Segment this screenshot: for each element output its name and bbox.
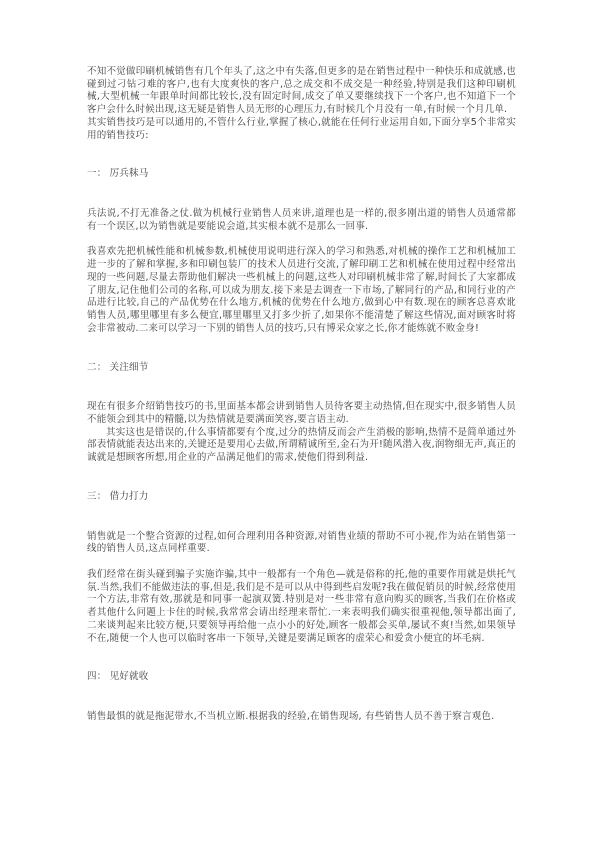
section-3-paragraph-2: 我们经常在街头碰到骗子实施诈骗,其中一般都有一个角色—就是俗称的托,他的重要作用就是烘托气氛.当然,我们不能做违法的事,但是,我们是不是可以从中得到些启发呢?我在做促销员的时候,经常使用一个方法,非常有效,那就是和同事一起演双簧.特别是对一些非常有意向购买的顾客,当我们在价格或者其他什么问题上卡住的时候,我常常会请出经理来帮忙.一来表明我们确实很重视他,领导都出面了,二来谈判起来比较方便,只要领导再给他一点小小的好处,顾客一般都会买单,屡试不爽!当然,如果领导不在,随便一个人也可以临时客串一下领导,关键是要满足顾客的虚荣心和爱贪小便宜的坏毛病. [87, 568, 516, 644]
section-2-paragraph-2: 其实这也是错误的,什么事情都要有个度,过分的热情反而会产生消极的影响,热情不是简单通过外部表情就能表达出来的,关键还是要用心去做,所谓精诚所至,金石为开!随风潜入夜,润物细无声,真正的诚就是想顾客所想,用企业的产品满足他们的需求,使他们得到利益. [87, 426, 516, 464]
section-heading-2: 二： 关注细节 [87, 361, 149, 373]
intro-paragraph-2: 其实销售技巧是可以通用的,不管什么行业,掌握了核心,就能在任何行业运用自如,下面分享5个非常实用的销售技巧: [87, 116, 516, 141]
section-heading-4: 四： 见好就收 [87, 671, 149, 683]
section-2-paragraph-1: 现在有很多介绍销售技巧的书,里面基本都会讲到销售人员待客要主动热情,但在现实中,很多销售人员不能领会到其中的精髓,以为热情就是要满面笑容,要言语主动. [87, 401, 516, 425]
section-1-paragraph-2: 我喜欢先把机械性能和机械参数,机械使用说明进行深入的学习和熟悉,对机械的操作工艺和机械加工进一步的了解和掌握,多和印刷包装厂的技术人员进行交流,了解印刷工艺和机械在使用过程中经常出现的一些问题,尽量去帮助他们解决一些机械上的问题,这些人对印刷机械非常了解,时间长了大家都成了朋友,记住他们公司的名称,可以成为朋友.接下来是去调查一下市场,了解同行的产品,和同行业的产品进行比较,自己的产品优势在什么地方,机械的优势在什么地方,做到心中有数.现在的顾客总喜欢讹销售人员,哪里哪里有多么便宜,哪里哪里又打多少折了,如果你不能清楚了解这些情况,面对顾客时将会非常被动.二来可以学习一下别的销售人员的技巧,只有博采众家之长,你才能炼就不败金身! [87, 246, 516, 334]
section-1-paragraph-1: 兵法说,不打无准备之仗.做为机械行业销售人员来讲,道理也是一样的,很多刚出道的销售人员通常都有一个误区,以为销售就是要能说会道,其实根本就不是那么一回事. [87, 208, 516, 232]
section-3-paragraph-1: 销售就是一个整合资源的过程,如何合理利用各种资源,对销售业绩的帮助不可小视,作为站在销售第一线的销售人员,这点同样重要. [87, 530, 516, 555]
section-4-paragraph-1: 销售最惧的就是拖泥带水,不当机立断.根据我的经验,在销售现场, 有些销售人员不善于察言观色. [87, 711, 495, 722]
section-heading-1: 一： 厉兵秣马 [87, 168, 149, 180]
section-heading-3: 三： 借力打力 [87, 490, 149, 502]
intro-paragraph-1: 不知不觉做印刷机械销售有几个年头了,这之中有失落,但更多的是在销售过程中一种快乐和成就感,也碰到过刁钻刁难的客户,也有大度爽快的客户,总之成交和不成交是一种经验,特别是我们这种印刷机械,大型机械一年跟单时间都比较长,没有固定时间,成交了单又要继续找下一个客户,也不知道下一个客户会什么时候出现,这无疑是销售人员无形的心理压力,有时候几个月没有一单,有时候一个月几单. [87, 66, 516, 116]
